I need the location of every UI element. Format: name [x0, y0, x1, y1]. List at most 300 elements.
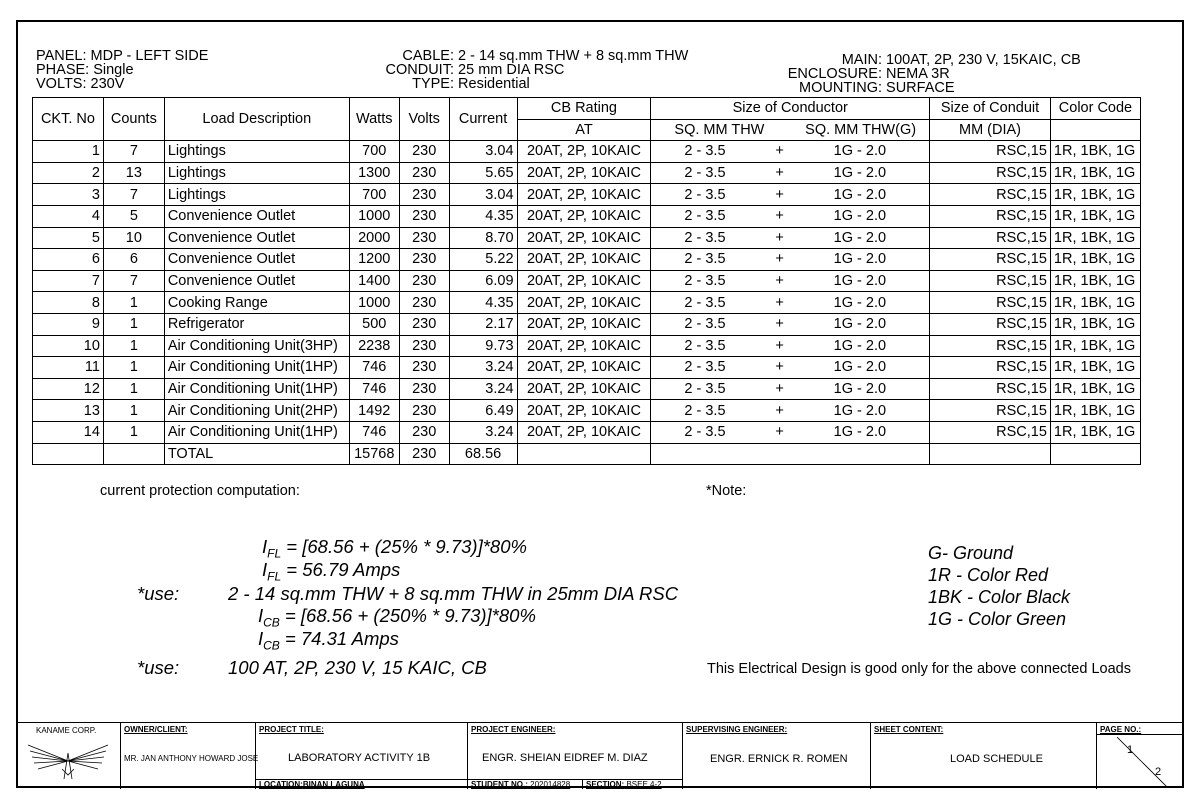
table-row — [33, 205, 1141, 227]
color-code-cell: 1R, 1BK, 1G — [1050, 400, 1140, 422]
load-cell: Air Conditioning Unit(3HP) — [164, 335, 349, 357]
panel-phase: PHASE: Single — [36, 62, 134, 78]
conduit-cell: RSC,15 — [930, 400, 1051, 422]
current-cell: 8.70 — [449, 227, 517, 249]
col-volts: Volts — [399, 98, 449, 141]
ckt-cell: 2 — [33, 162, 104, 184]
counts-cell: 7 — [103, 184, 164, 206]
table-row — [33, 184, 1141, 206]
volts-cell: 230 — [399, 249, 449, 271]
col-counts: Counts — [103, 98, 164, 141]
conductor-plus: + — [775, 316, 784, 333]
cb-cell: 20AT, 2P, 10KAIC — [517, 335, 651, 357]
conductor-plus: + — [775, 359, 784, 376]
volts-cell: 230 — [399, 292, 449, 314]
main-info — [782, 53, 1081, 95]
load-cell: Cooking Range — [164, 292, 349, 314]
conduit-key: CONDUIT: — [385, 62, 454, 78]
ckt-cell: 12 — [33, 378, 104, 400]
enclosure-value: NEMA 3R — [886, 66, 950, 82]
conductor-phase: 2 - 3.5 — [684, 316, 726, 333]
cb-subscript: CB — [263, 638, 280, 653]
volts-cell: 230 — [399, 400, 449, 422]
conductor-plus: + — [775, 381, 784, 398]
conductor-ground: 1G - 2.0 — [833, 316, 887, 333]
conductor-cell — [651, 313, 930, 335]
table-row — [33, 378, 1141, 400]
page-label: PAGE NO.: — [1100, 725, 1142, 734]
conductor-ground: 1G - 2.0 — [833, 229, 887, 246]
student-label — [471, 780, 570, 789]
conductor-plus: + — [775, 424, 784, 441]
cable-info — [370, 49, 688, 91]
ckt-cell: 3 — [33, 184, 104, 206]
watts-cell: 700 — [349, 141, 399, 163]
conductor-cell — [651, 205, 930, 227]
conductor-phase: 2 - 3.5 — [684, 273, 726, 290]
current-cell: 3.04 — [449, 141, 517, 163]
ckt-cell: 11 — [33, 357, 104, 379]
watts-cell: 1300 — [349, 162, 399, 184]
page-number: 1 — [1127, 744, 1134, 756]
cb-cell: 20AT, 2P, 10KAIC — [517, 292, 651, 314]
section-divider — [582, 779, 583, 789]
company-logo-icon — [24, 739, 112, 783]
cb-cell: 20AT, 2P, 10KAIC — [517, 184, 651, 206]
current-cell: 4.35 — [449, 292, 517, 314]
conduit-cell: RSC,15 — [930, 162, 1051, 184]
counts-cell: 10 — [103, 227, 164, 249]
mounting-key: MOUNTING: — [799, 80, 882, 96]
counts-cell: 1 — [103, 292, 164, 314]
color-code-cell: 1R, 1BK, 1G — [1050, 162, 1140, 184]
total-empty — [651, 443, 930, 465]
icb-result-text: = 74.31 Amps — [279, 628, 399, 649]
load-cell: Air Conditioning Unit(1HP) — [164, 357, 349, 379]
current-cell: 3.24 — [449, 378, 517, 400]
load-cell: Lightings — [164, 141, 349, 163]
conductor-phase: 2 - 3.5 — [684, 165, 726, 182]
ckt-cell: 6 — [33, 249, 104, 271]
ifl-formula-text: = [68.56 + (25% * 9.73)]*80% — [281, 536, 527, 557]
col-cb-sub: AT — [517, 119, 651, 141]
conduit-cell: RSC,15 — [930, 313, 1051, 335]
cb-cell: 20AT, 2P, 10KAIC — [517, 357, 651, 379]
watts-cell: 1000 — [349, 292, 399, 314]
sheet-label: SHEET CONTENT: — [874, 725, 944, 734]
company-cell — [16, 723, 120, 789]
watts-cell: 1400 — [349, 270, 399, 292]
current-cell: 4.35 — [449, 205, 517, 227]
current-cell: 3.04 — [449, 184, 517, 206]
ckt-cell: 13 — [33, 400, 104, 422]
watts-cell: 746 — [349, 421, 399, 443]
conduit-cell: RSC,15 — [930, 141, 1051, 163]
load-cell: Air Conditioning Unit(1HP) — [164, 421, 349, 443]
panel-name: PANEL: MDP - LEFT SIDE — [36, 48, 209, 64]
volts-cell: 230 — [399, 313, 449, 335]
volts-cell: 230 — [399, 141, 449, 163]
volts-cell: 230 — [399, 421, 449, 443]
conductor-plus: + — [775, 229, 784, 246]
conductor-phase: 2 - 3.5 — [684, 294, 726, 311]
conductor-ground: 1G - 2.0 — [833, 273, 887, 290]
cb-cell: 20AT, 2P, 10KAIC — [517, 270, 651, 292]
conductor-cell — [651, 249, 930, 271]
section-label — [586, 780, 662, 789]
table-row — [33, 421, 1141, 443]
section-key: SECTION: — [586, 780, 625, 789]
load-cell: Convenience Outlet — [164, 205, 349, 227]
owner-label: OWNER/CLIENT: — [124, 725, 188, 734]
load-cell: Convenience Outlet — [164, 249, 349, 271]
legend-item: G- Ground — [928, 543, 1014, 563]
conductor-cell — [651, 357, 930, 379]
color-legend — [928, 542, 1070, 630]
sheet-cell — [870, 723, 1096, 789]
conduit-cell: RSC,15 — [930, 249, 1051, 271]
engineer-label: PROJECT ENGINEER: — [471, 725, 556, 734]
conductor-phase: 2 - 3.5 — [684, 424, 726, 441]
volts-cell: 230 — [399, 162, 449, 184]
load-cell: Air Conditioning Unit(1HP) — [164, 378, 349, 400]
project-label: PROJECT TITLE: — [259, 725, 324, 734]
table-row — [33, 270, 1141, 292]
volts-cell: 230 — [399, 335, 449, 357]
total-empty — [930, 443, 1051, 465]
enclosure-key: ENCLOSURE: — [787, 66, 882, 82]
counts-cell: 7 — [103, 141, 164, 163]
cb-subscript: CB — [263, 615, 280, 630]
color-code-cell: 1R, 1BK, 1G — [1050, 270, 1140, 292]
conductor-phase: 2 - 3.5 — [684, 229, 726, 246]
icb-formula-text: = [68.56 + (250% * 9.73)]*80% — [279, 605, 536, 626]
conductor-phase: 2 - 3.5 — [684, 186, 726, 203]
load-cell: Air Conditioning Unit(2HP) — [164, 400, 349, 422]
engineer-value: ENGR. SHEIAN EIDREF M. DIAZ — [482, 752, 648, 764]
conduit-cell: RSC,15 — [930, 270, 1051, 292]
location-value: BINAN LAGUNA — [302, 780, 365, 789]
conductor-phase: 2 - 3.5 — [684, 381, 726, 398]
table-row — [33, 335, 1141, 357]
type-value: Residential — [458, 76, 530, 92]
conduit-cell: RSC,15 — [930, 421, 1051, 443]
watts-cell: 500 — [349, 313, 399, 335]
total-row — [33, 443, 1141, 465]
conductor-cell — [651, 270, 930, 292]
volts-cell: 230 — [399, 378, 449, 400]
conduit-cell: RSC,15 — [930, 205, 1051, 227]
location-key: LOCATION: — [259, 780, 303, 789]
page-slash — [1117, 737, 1167, 787]
color-code-cell: 1R, 1BK, 1G — [1050, 249, 1140, 271]
color-code-cell: 1R, 1BK, 1G — [1050, 205, 1140, 227]
title-block — [16, 722, 1184, 788]
main-value: 100AT, 2P, 230 V, 15KAIC, CB — [886, 52, 1081, 68]
design-disclaimer: This Electrical Design is good only for the above connected Loads — [707, 661, 1131, 677]
i-symbol: I — [258, 628, 264, 649]
counts-cell: 5 — [103, 205, 164, 227]
use2-value: 100 AT, 2P, 230 V, 15 KAIC, CB — [228, 657, 487, 678]
table-row — [33, 313, 1141, 335]
conductor-cell — [651, 141, 930, 163]
color-code-cell: 1R, 1BK, 1G — [1050, 141, 1140, 163]
conductor-cell — [651, 421, 930, 443]
conductor-phase: 2 - 3.5 — [684, 337, 726, 354]
conduit-cell: RSC,15 — [930, 184, 1051, 206]
cb-cell: 20AT, 2P, 10KAIC — [517, 249, 651, 271]
total-empty — [517, 443, 651, 465]
cond-sub1: SQ. MM THW — [674, 121, 765, 138]
conductor-plus: + — [775, 273, 784, 290]
use1-value: 2 - 14 sq.mm THW + 8 sq.mm THW in 25mm DIA RSC — [228, 583, 679, 604]
cb-cell: 20AT, 2P, 10KAIC — [517, 421, 651, 443]
page-divider — [1097, 734, 1184, 735]
conductor-plus: + — [775, 294, 784, 311]
col-watts: Watts — [349, 98, 399, 141]
i-symbol: I — [262, 536, 268, 557]
ckt-cell: 10 — [33, 335, 104, 357]
conduit-value: 25 mm DIA RSC — [458, 62, 565, 78]
col-load: Load Description — [164, 98, 349, 141]
current-cell: 3.24 — [449, 421, 517, 443]
conductor-ground: 1G - 2.0 — [833, 402, 887, 419]
total-volts: 230 — [399, 443, 449, 465]
cable-key: CABLE: — [402, 48, 454, 64]
ckt-cell: 4 — [33, 205, 104, 227]
main-key: MAIN: — [841, 52, 882, 68]
conductor-plus: + — [775, 143, 784, 160]
ckt-cell: 8 — [33, 292, 104, 314]
cb-cell: 20AT, 2P, 10KAIC — [517, 227, 651, 249]
watts-cell: 1200 — [349, 249, 399, 271]
table-row — [33, 292, 1141, 314]
counts-cell: 1 — [103, 335, 164, 357]
cb-cell: 20AT, 2P, 10KAIC — [517, 400, 651, 422]
page-cell — [1096, 723, 1184, 789]
conductor-cell — [651, 292, 930, 314]
col-conductor: Size of Conductor — [651, 98, 930, 120]
current-cell: 9.73 — [449, 335, 517, 357]
table-row — [33, 249, 1141, 271]
location-label — [259, 780, 365, 789]
counts-cell: 1 — [103, 400, 164, 422]
page-total: 2 — [1155, 766, 1162, 778]
color-code-cell: 1R, 1BK, 1G — [1050, 292, 1140, 314]
volts-cell: 230 — [399, 227, 449, 249]
ifl-result — [262, 559, 400, 584]
conductor-cell — [651, 400, 930, 422]
color-code-cell: 1R, 1BK, 1G — [1050, 313, 1140, 335]
icb-formula — [258, 605, 536, 630]
ckt-cell: 7 — [33, 270, 104, 292]
conduit-cell: RSC,15 — [930, 357, 1051, 379]
conductor-plus: + — [775, 402, 784, 419]
counts-cell: 6 — [103, 249, 164, 271]
conductor-cell — [651, 162, 930, 184]
i-symbol: I — [262, 559, 268, 580]
watts-cell: 1000 — [349, 205, 399, 227]
watts-cell: 746 — [349, 378, 399, 400]
col-color-sub — [1050, 119, 1140, 141]
ifl-result-text: = 56.79 Amps — [281, 559, 401, 580]
fl-subscript: FL — [267, 546, 282, 561]
total-watts: 15768 — [349, 443, 399, 465]
color-code-cell: 1R, 1BK, 1G — [1050, 335, 1140, 357]
color-code-cell: 1R, 1BK, 1G — [1050, 357, 1140, 379]
total-current: 68.56 — [449, 443, 517, 465]
volts-cell: 230 — [399, 205, 449, 227]
col-current: Current — [449, 98, 517, 141]
col-cb: CB Rating — [517, 98, 651, 120]
project-cell — [255, 723, 467, 789]
table-row — [33, 141, 1141, 163]
col-color: Color Code — [1050, 98, 1140, 120]
supervisor-label: SUPERVISING ENGINEER: — [686, 725, 788, 734]
fl-subscript: FL — [267, 569, 282, 584]
ckt-cell: 1 — [33, 141, 104, 163]
conductor-plus: + — [775, 251, 784, 268]
conductor-plus: + — [775, 165, 784, 182]
conductor-cell — [651, 378, 930, 400]
conductor-plus: + — [775, 208, 784, 225]
panel-volts: VOLTS: 230V — [36, 76, 125, 92]
conduit-cell: RSC,15 — [930, 378, 1051, 400]
current-cell: 5.65 — [449, 162, 517, 184]
icb-result — [258, 628, 399, 653]
engineer-cell — [467, 723, 682, 789]
counts-cell: 7 — [103, 270, 164, 292]
student-key: STUDENT NO.: — [471, 780, 528, 789]
color-code-cell: 1R, 1BK, 1G — [1050, 184, 1140, 206]
load-cell: Lightings — [164, 184, 349, 206]
legend-item: 1BK - Color Black — [928, 587, 1071, 607]
student-value: 202014828 — [530, 780, 571, 789]
current-cell: 5.22 — [449, 249, 517, 271]
load-schedule-table — [32, 97, 1141, 465]
total-empty — [33, 443, 104, 465]
watts-cell: 2000 — [349, 227, 399, 249]
watts-cell: 2238 — [349, 335, 399, 357]
cable-value: 2 - 14 sq.mm THW + 8 sq.mm THW — [458, 48, 689, 64]
col-conduit-sub: MM (DIA) — [930, 119, 1051, 141]
ckt-cell: 9 — [33, 313, 104, 335]
conductor-ground: 1G - 2.0 — [833, 381, 887, 398]
conduit-cell: RSC,15 — [930, 227, 1051, 249]
conductor-cell — [651, 335, 930, 357]
load-cell: Convenience Outlet — [164, 227, 349, 249]
conductor-phase: 2 - 3.5 — [684, 359, 726, 376]
ifl-formula — [262, 536, 527, 561]
conductor-ground: 1G - 2.0 — [833, 294, 887, 311]
conductor-ground: 1G - 2.0 — [833, 251, 887, 268]
use1-label: *use: — [137, 583, 180, 604]
conductor-ground: 1G - 2.0 — [833, 337, 887, 354]
owner-value: MR. JAN ANTHONY HOWARD JOSE — [124, 754, 259, 763]
table-row — [33, 162, 1141, 184]
color-code-cell: 1R, 1BK, 1G — [1050, 378, 1140, 400]
owner-cell — [120, 723, 259, 789]
color-code-cell: 1R, 1BK, 1G — [1050, 227, 1140, 249]
table-row — [33, 400, 1141, 422]
legend-item: 1R - Color Red — [928, 565, 1049, 585]
cb-cell: 20AT, 2P, 10KAIC — [517, 141, 651, 163]
sheet-value: LOAD SCHEDULE — [950, 753, 1043, 765]
volts-cell: 230 — [399, 184, 449, 206]
current-cell: 6.09 — [449, 270, 517, 292]
cb-cell: 20AT, 2P, 10KAIC — [517, 313, 651, 335]
conductor-phase: 2 - 3.5 — [684, 402, 726, 419]
conductor-phase: 2 - 3.5 — [684, 251, 726, 268]
project-value: LABORATORY ACTIVITY 1B — [288, 752, 431, 764]
legend-item: 1G - Color Green — [928, 609, 1067, 629]
volts-cell: 230 — [399, 357, 449, 379]
conductor-ground: 1G - 2.0 — [833, 165, 887, 182]
conductor-plus: + — [775, 186, 784, 203]
conductor-phase: 2 - 3.5 — [684, 208, 726, 225]
supervisor-value: ENGR. ERNICK R. ROMEN — [710, 753, 848, 765]
conduit-cell: RSC,15 — [930, 292, 1051, 314]
supervisor-cell — [682, 723, 870, 789]
total-label: TOTAL — [164, 443, 349, 465]
conductor-cell — [651, 227, 930, 249]
table-header-row — [33, 98, 1141, 120]
ckt-cell: 14 — [33, 421, 104, 443]
counts-cell: 13 — [103, 162, 164, 184]
cb-cell: 20AT, 2P, 10KAIC — [517, 378, 651, 400]
conductor-ground: 1G - 2.0 — [833, 208, 887, 225]
table-row — [33, 357, 1141, 379]
conductor-ground: 1G - 2.0 — [833, 424, 887, 441]
counts-cell: 1 — [103, 357, 164, 379]
use2-label: *use: — [137, 657, 180, 678]
note-title: *Note: — [706, 483, 747, 499]
load-cell: Convenience Outlet — [164, 270, 349, 292]
company-name: KANAME CORP. — [36, 726, 97, 735]
col-ckt: CKT. No — [33, 98, 104, 141]
load-cell: Lightings — [164, 162, 349, 184]
volts-cell: 230 — [399, 270, 449, 292]
conductor-ground: 1G - 2.0 — [833, 186, 887, 203]
cond-sub2: SQ. MM THW(G) — [805, 121, 917, 138]
counts-cell: 1 — [103, 378, 164, 400]
col-conductor-sub — [651, 119, 930, 141]
i-symbol: I — [258, 605, 264, 626]
total-empty — [1050, 443, 1140, 465]
counts-cell: 1 — [103, 313, 164, 335]
type-key: TYPE: — [412, 76, 454, 92]
conductor-phase: 2 - 3.5 — [684, 143, 726, 160]
conduit-cell: RSC,15 — [930, 335, 1051, 357]
watts-cell: 746 — [349, 357, 399, 379]
watts-cell: 700 — [349, 184, 399, 206]
panel-info — [36, 49, 208, 91]
counts-cell: 1 — [103, 421, 164, 443]
current-cell: 6.49 — [449, 400, 517, 422]
conductor-ground: 1G - 2.0 — [833, 359, 887, 376]
current-cell: 3.24 — [449, 357, 517, 379]
load-cell: Refrigerator — [164, 313, 349, 335]
computation-title: current protection computation: — [100, 483, 300, 499]
color-code-cell: 1R, 1BK, 1G — [1050, 421, 1140, 443]
conductor-ground: 1G - 2.0 — [833, 143, 887, 160]
total-empty — [103, 443, 164, 465]
ckt-cell: 5 — [33, 227, 104, 249]
table-row — [33, 227, 1141, 249]
watts-cell: 1492 — [349, 400, 399, 422]
col-conduit: Size of Conduit — [930, 98, 1051, 120]
current-cell: 2.17 — [449, 313, 517, 335]
